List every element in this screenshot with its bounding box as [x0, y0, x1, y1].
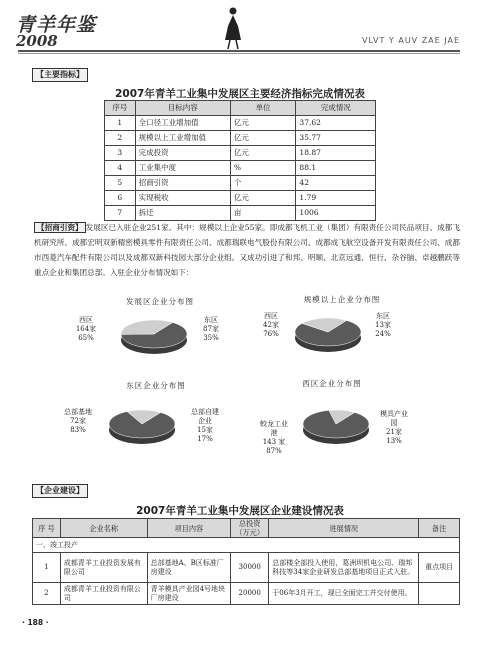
- cell: 成都青羊工业投资有限公司: [60, 583, 147, 605]
- slice-pct: 13%: [386, 437, 402, 445]
- cell: 42: [296, 176, 376, 191]
- column-header: 进展情况: [269, 519, 419, 538]
- column-header: 单位: [230, 101, 296, 116]
- column-header: 序号: [105, 101, 136, 116]
- cell: 规模以上工业增加值: [135, 131, 230, 146]
- cell: 总部楼全部投入使用，葛洲坝机电公司、瑞邦科技等34家企业研发总部基地项目正式入驻。: [269, 553, 419, 583]
- cell: 亩: [230, 206, 296, 221]
- pie-label: [376, 410, 412, 446]
- cell: 30000: [231, 553, 269, 583]
- section-tag-investment: 【招商引资】: [34, 222, 86, 233]
- table-row: [33, 553, 460, 583]
- table-row: [105, 206, 376, 221]
- table-row: [105, 191, 376, 206]
- slice-count: 21家: [386, 428, 402, 436]
- slice-pct: 76%: [263, 330, 279, 338]
- investment-paragraph: [34, 220, 460, 280]
- table-row: [105, 161, 376, 176]
- slice-pct: 87%: [266, 447, 282, 455]
- cell: 工业集中度: [135, 161, 230, 176]
- pie-label: [256, 312, 286, 339]
- slice-count: 87家: [203, 325, 219, 333]
- cell: 重点项目: [419, 553, 460, 583]
- cell: 成都青羊工业投资发展有限公司: [60, 553, 147, 583]
- cell: 亿元: [230, 131, 296, 146]
- cell: 招商引资: [135, 176, 230, 191]
- table-header-row: [105, 101, 376, 116]
- cell: 亿元: [230, 146, 296, 161]
- column-header: 序 号: [33, 519, 61, 538]
- table-row: [105, 176, 376, 191]
- chart-title: 西区企业分布图: [302, 379, 362, 388]
- cell: 1.79: [296, 191, 376, 206]
- cell: 37.62: [296, 116, 376, 131]
- pie-chart-large-enterprises: [292, 314, 364, 354]
- cell: 6: [105, 191, 136, 206]
- column-header: 企业名称: [60, 519, 147, 538]
- column-header: 总投资（万元）: [231, 519, 269, 538]
- cell: 完成投资: [135, 146, 230, 161]
- cell: 20000: [231, 583, 269, 605]
- cell: 实现税收: [135, 191, 230, 206]
- pie-chart-development-zone: [118, 316, 190, 356]
- slice-count: 164家: [75, 325, 97, 333]
- pie-label: [368, 312, 398, 339]
- cell: 拆迁: [135, 206, 230, 221]
- table1-title: 2007年青羊工业集中发展区主要经济指标完成情况表: [115, 88, 365, 100]
- header-ornament-text: VLVT Y AUV ZAE JAE: [361, 36, 460, 45]
- chart-title: 东区企业分布图: [126, 381, 186, 390]
- column-header: 项目内容: [147, 519, 230, 538]
- cell: 18.87: [296, 146, 376, 161]
- slice-count: 72家: [70, 417, 86, 425]
- cell: 5: [105, 176, 136, 191]
- cell: 全口径工业增加值: [135, 116, 230, 131]
- dancer-figure-icon: [222, 6, 244, 50]
- yearbook-logo: [16, 10, 166, 54]
- column-header: 备注: [419, 519, 460, 538]
- header-divider-thin: [18, 53, 460, 54]
- slice-pct: 65%: [78, 334, 94, 342]
- pie-label: [58, 408, 98, 435]
- table-header-row: [33, 519, 460, 538]
- cell: 1: [105, 116, 136, 131]
- pie-label: [66, 316, 106, 343]
- slice-pct: 83%: [70, 426, 86, 434]
- slice-name: 总部自建: [191, 408, 219, 416]
- paragraph-text: 发展区已入驻企业251家。其中：规模以上企业55家。即成都飞机工业（集团）有限责任公司民品项目、成都飞机研究所、成都宏明双新精密模具零件有限责任公司、成都瑞联电气股份有限公司、成都成飞航空设备开发有限责任公司、成都市西菱汽车配件有限公司以及成都双新科技园大部分企业组。又成功引进了和邦、明顺、北京远通、恒行、杂谷脑、卓越鹏跃等重点企业和集团总部。入驻企业分布情况如下：: [34, 223, 460, 277]
- slice-count: 15家: [197, 426, 213, 434]
- table2-title: 2007年青羊工业集中发展区企业建设情况表: [136, 505, 344, 517]
- slice-name: 东区: [204, 316, 218, 324]
- cell: 2: [33, 583, 61, 605]
- cell: 亿元: [230, 191, 296, 206]
- column-header: 完成情况: [296, 101, 376, 116]
- table-row: [105, 146, 376, 161]
- cell: 88.1: [296, 161, 376, 176]
- slice-pct: 17%: [197, 435, 213, 443]
- pie-label: [196, 316, 226, 343]
- slice-count: 13家: [375, 321, 391, 329]
- slice-name: 东区: [376, 312, 390, 320]
- slice-name: 园: [390, 419, 398, 427]
- logo-year: 2008: [16, 32, 58, 50]
- slice-name: 总部基地: [64, 408, 92, 416]
- cell: 于06年3月开工，现已全面完工并交付使用。: [269, 583, 419, 605]
- cell: 亿元: [230, 116, 296, 131]
- cell: 个: [230, 176, 296, 191]
- slice-name: 港: [270, 429, 278, 437]
- pie-chart-west-zone: [300, 406, 372, 446]
- chart-title: 发展区企业分布图: [126, 297, 194, 306]
- table-row: [33, 583, 460, 605]
- group-label: 一、竣工投产: [33, 538, 460, 553]
- chart-title: 规模以上企业分布图: [303, 295, 381, 304]
- column-header: 目标内容: [135, 101, 230, 116]
- cell: [419, 583, 460, 605]
- pie-label: [188, 408, 222, 444]
- cell: 35.77: [296, 131, 376, 146]
- section-tag-construction: 【企业建设】: [32, 484, 88, 498]
- section-tag-indicators: 【主要指标】: [32, 68, 88, 82]
- logo-title: 青羊年鉴: [16, 14, 97, 36]
- slice-count: 42家: [263, 321, 279, 329]
- slice-name: 模具产业: [380, 410, 408, 418]
- table-group-row: [33, 538, 460, 553]
- slice-name: 西区: [79, 316, 93, 324]
- slice-pct: 24%: [375, 330, 391, 338]
- table-row: [105, 131, 376, 146]
- table-row: [105, 116, 376, 131]
- cell: 1: [33, 553, 61, 583]
- header-divider: [18, 50, 460, 52]
- cell: 总部基地A、B区标准厂房建设: [147, 553, 230, 583]
- cell: 4: [105, 161, 136, 176]
- slice-name: 西区: [264, 312, 278, 320]
- cell: 7: [105, 206, 136, 221]
- pie-label: [254, 420, 294, 456]
- slice-pct: 35%: [203, 334, 219, 342]
- pie-chart-east-zone: [106, 406, 178, 446]
- cell: 青羊模具产业园4号地块厂房建设: [147, 583, 230, 605]
- page-number: · 188 ·: [22, 618, 49, 627]
- slice-name: 蛟龙工业: [260, 420, 288, 428]
- cell: 3: [105, 146, 136, 161]
- slice-count: 143 家: [262, 438, 286, 446]
- cell: %: [230, 161, 296, 176]
- cell: 1006: [296, 206, 376, 221]
- slice-name: 企业: [198, 417, 212, 425]
- construction-table: [32, 518, 460, 605]
- indicators-table: [104, 100, 376, 221]
- cell: 2: [105, 131, 136, 146]
